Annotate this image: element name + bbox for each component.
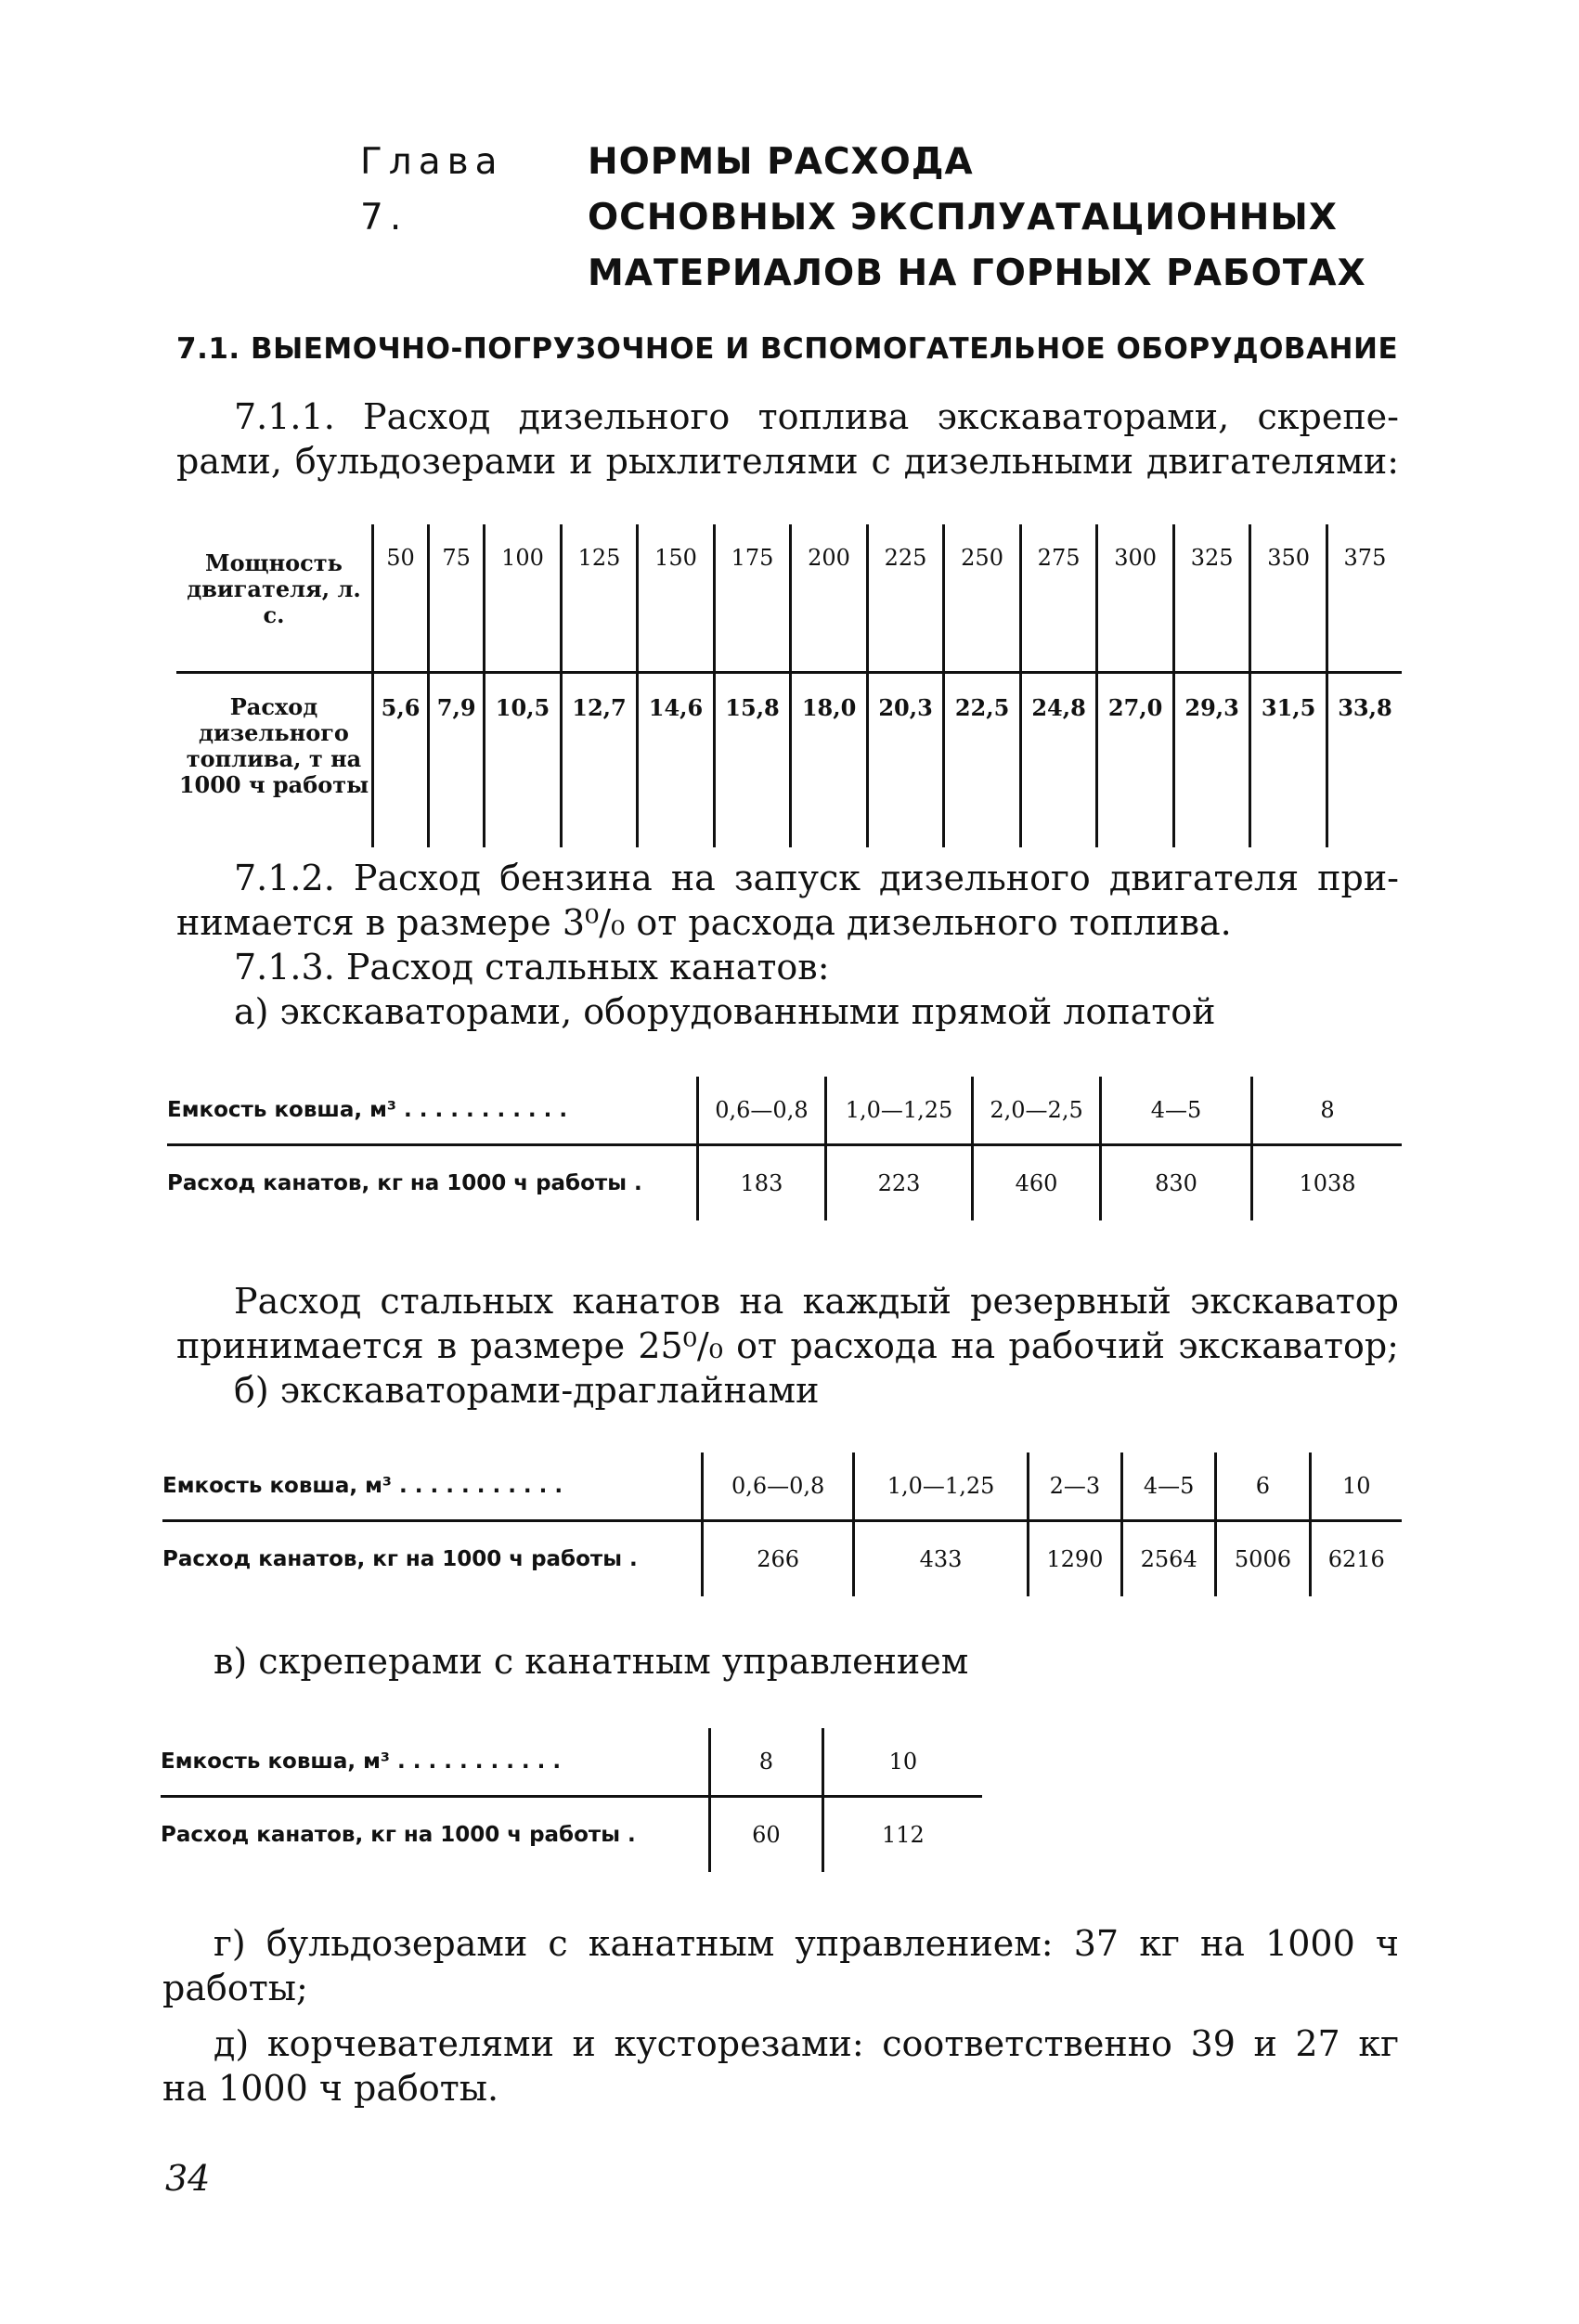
table-cell: 375 — [1327, 524, 1402, 673]
row-label: Расход канатов, кг на 1000 ч работы . — [167, 1171, 642, 1195]
paragraph-713-line1: 7.1.3. Расход стальных канатов: — [234, 947, 830, 988]
table-cell: 350 — [1250, 524, 1327, 673]
paragraph-bulldozer-line2: работы; — [162, 1968, 308, 2008]
row-label: Емкость ковша, м³ . . . . . . . . . . . — [161, 1749, 562, 1774]
paragraph-713-line2: а) экскаваторами, оборудованными прямой лопатой — [234, 991, 1216, 1032]
table-cell: 125 — [561, 524, 638, 673]
table-cell: 60 — [710, 1797, 823, 1873]
paragraph-rooter-line2: на 1000 ч работы. — [162, 2068, 499, 2109]
table-cell: 2564 — [1122, 1521, 1216, 1597]
diesel-consumption-table — [176, 524, 1402, 847]
table-cell: 1038 — [1252, 1145, 1403, 1221]
table-row — [162, 1521, 1402, 1597]
row-label: Расход дизельного топлива, т на 1000 ч работы — [178, 693, 369, 798]
row-label: Емкость ковша, м³ . . . . . . . . . . . — [162, 1474, 563, 1498]
table-cell: 460 — [973, 1145, 1101, 1221]
chapter-title-line: МАТЕРИАЛОВ НА ГОРНЫХ РАБОТАХ — [588, 252, 1366, 294]
table-row — [176, 673, 1402, 848]
table-cell: 50 — [373, 524, 429, 673]
table-cell: 33,8 — [1327, 673, 1402, 848]
row-label: Расход канатов, кг на 1000 ч работы . — [161, 1823, 636, 1847]
table-cell: 223 — [825, 1145, 972, 1221]
table-cell: 6216 — [1310, 1521, 1402, 1597]
table-cell: 20,3 — [867, 673, 944, 848]
chapter-title — [588, 135, 1366, 302]
table-cell: 27,0 — [1097, 673, 1174, 848]
table-cell: 14,6 — [638, 673, 715, 848]
table-cell: 100 — [485, 524, 562, 673]
table-cell: 7,9 — [429, 673, 485, 848]
table-cell: 4—5 — [1101, 1077, 1252, 1145]
table-cell: 0,6—0,8 — [698, 1077, 826, 1145]
table-cell: 830 — [1101, 1145, 1252, 1221]
row-label: Емкость ковша, м³ . . . . . . . . . . . — [167, 1098, 568, 1122]
table-row — [167, 1145, 1402, 1221]
table-cell: 175 — [714, 524, 791, 673]
table-cell: 250 — [944, 524, 1021, 673]
section-heading: 7.1. ВЫЕМОЧНО-ПОГРУЗОЧНОЕ И ВСПОМОГАТЕЛЬНОЕ ОБОРУДОВАНИЕ — [176, 332, 1399, 366]
table-cell: 112 — [822, 1797, 982, 1873]
table-cell: 183 — [698, 1145, 826, 1221]
paragraph-rooter-line1: д) корчевателями и кусторезами: соответственно 39 и 27 кг — [214, 2023, 1399, 2064]
table-cell: 75 — [429, 524, 485, 673]
table-cell: 1,0—1,25 — [854, 1452, 1028, 1521]
page-number: 34 — [165, 2158, 211, 2199]
table-row — [161, 1797, 982, 1873]
paragraph-bulldozer-line1: г) бульдозерами с канатным управлением: 37 кг на 1000 ч — [214, 1923, 1399, 1964]
table-cell: 200 — [791, 524, 868, 673]
table-row — [176, 524, 1402, 673]
table-cell: 29,3 — [1173, 673, 1250, 848]
table-cell: 1,0—1,25 — [825, 1077, 972, 1145]
table-cell: 4—5 — [1122, 1452, 1216, 1521]
table-cell: 31,5 — [1250, 673, 1327, 848]
table-cell: 12,7 — [561, 673, 638, 848]
row-label: Расход канатов, кг на 1000 ч работы . — [162, 1547, 638, 1571]
table-cell: 150 — [638, 524, 715, 673]
table-cell: 275 — [1020, 524, 1097, 673]
paragraph-712-line1: 7.1.2. Расход бензина на запуск дизельного двигателя при- — [234, 858, 1399, 898]
table-cell: 5006 — [1216, 1521, 1310, 1597]
table-cell: 8 — [1252, 1077, 1403, 1145]
row-label: Мощность двигателя, л. с. — [187, 549, 361, 628]
table-cell: 10 — [822, 1728, 982, 1797]
table-cell: 5,6 — [373, 673, 429, 848]
paragraph-711-line2: рами, бульдозерами и рыхлителями с дизельными двигателями: — [176, 441, 1399, 482]
shovel-rope-table — [167, 1077, 1402, 1220]
table-row — [161, 1728, 982, 1797]
paragraph-711-line1: 7.1.1. Расход дизельного топлива экскаваторами, скрепе- — [234, 396, 1399, 437]
table-cell: 10,5 — [485, 673, 562, 848]
table-cell: 8 — [710, 1728, 823, 1797]
table-cell: 2,0—2,5 — [973, 1077, 1101, 1145]
table-cell: 1290 — [1028, 1521, 1121, 1597]
table-cell: 10 — [1310, 1452, 1402, 1521]
table-cell: 6 — [1216, 1452, 1310, 1521]
table-cell: 433 — [854, 1521, 1028, 1597]
table-cell: 2—3 — [1028, 1452, 1121, 1521]
paragraph-reserve-line2: принимается в размере 25⁰/₀ от расхода на рабочий экскаватор; — [176, 1325, 1399, 1366]
paragraph-712-line2: нимается в размере 3⁰/₀ от расхода дизельного топлива. — [176, 902, 1232, 943]
chapter-title-line: ОСНОВНЫХ ЭКСПЛУАТАЦИОННЫХ — [588, 197, 1338, 239]
scraper-rope-table — [161, 1728, 982, 1872]
paragraph-reserve-line3: б) экскаваторами-драглайнами — [234, 1370, 820, 1411]
table-cell: 0,6—0,8 — [703, 1452, 854, 1521]
table-cell: 18,0 — [791, 673, 868, 848]
table-row — [167, 1077, 1402, 1145]
table-cell: 325 — [1173, 524, 1250, 673]
table-cell: 225 — [867, 524, 944, 673]
paragraph-scraper: в) скреперами с канатным управлением — [214, 1641, 969, 1682]
chapter-label: Глава 7. — [360, 141, 504, 239]
table-row — [162, 1452, 1402, 1521]
table-cell: 22,5 — [944, 673, 1021, 848]
dragline-rope-table — [162, 1452, 1402, 1596]
table-cell: 15,8 — [714, 673, 791, 848]
chapter-title-line: НОРМЫ РАСХОДА — [588, 141, 974, 183]
table-cell: 24,8 — [1020, 673, 1097, 848]
paragraph-reserve-line1: Расход стальных канатов на каждый резервный экскаватор — [234, 1281, 1399, 1322]
table-cell: 300 — [1097, 524, 1174, 673]
table-cell: 266 — [703, 1521, 854, 1597]
